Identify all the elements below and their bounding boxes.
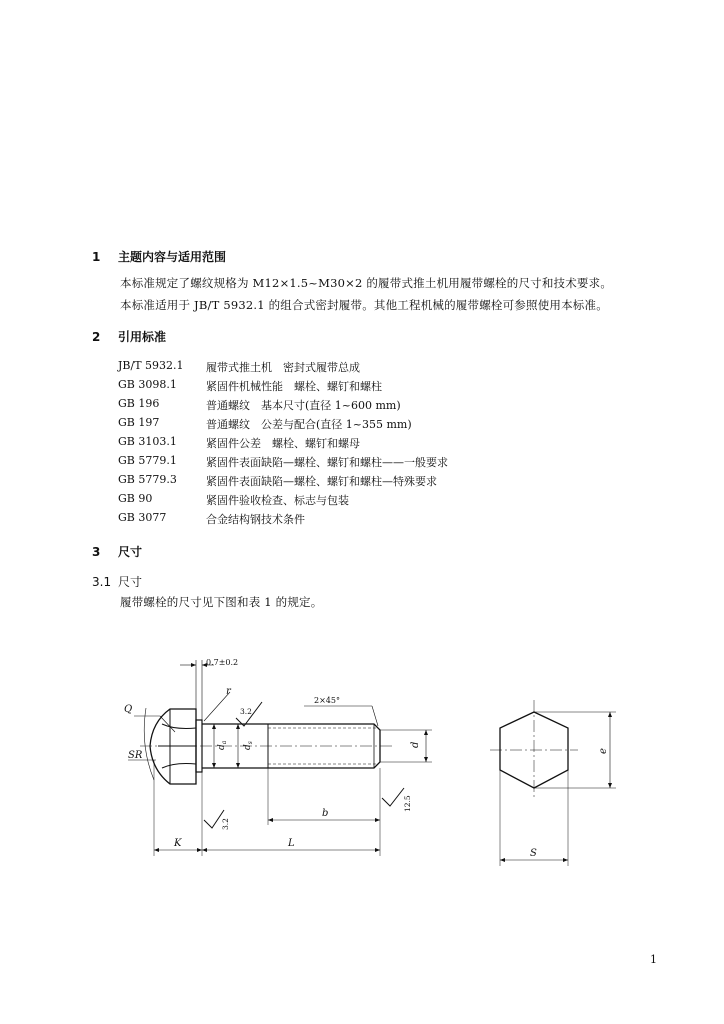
bolt-drawing <box>0 620 724 920</box>
reference-code: GB 197 <box>118 416 160 429</box>
d-label: d <box>410 741 421 748</box>
tolerance-label: 0.7±0.2 <box>206 658 239 667</box>
reference-code: GB 3098.1 <box>118 378 177 391</box>
reference-code: GB 3103.1 <box>118 435 177 448</box>
reference-code: GB 196 <box>118 397 160 410</box>
ds-label: $d_s$ <box>243 741 254 750</box>
k-label: K <box>174 838 182 849</box>
section-1-title: 主题内容与适用范围 <box>118 250 227 264</box>
da-label: $d_a$ <box>217 740 228 750</box>
section-1-heading <box>92 248 226 265</box>
r-label: r <box>226 686 231 697</box>
l-label: L <box>288 838 295 849</box>
section-1-para-1: 本标准规定了螺纹规格为 M12×1.5~M30×2 的履带式推土机用履带螺栓的尺寸和技术要求。 <box>120 276 613 290</box>
section-2-heading <box>92 328 166 345</box>
reference-code: GB 5779.3 <box>118 473 177 486</box>
s-label: S <box>530 848 537 859</box>
reference-title: 合金结构钢技术条件 <box>206 513 305 526</box>
section-1-number: 1 <box>92 250 101 264</box>
subsection-title: 尺寸 <box>118 575 143 589</box>
reference-code: GB 5779.1 <box>118 454 177 467</box>
reference-title: 普通螺纹 基本尺寸(直径 1~600 mm) <box>206 399 401 412</box>
e-label: e <box>598 748 609 754</box>
reference-title: 紧固件验收检查、标志与包装 <box>206 494 349 507</box>
subsection-3-1-heading <box>92 573 142 590</box>
chamfer-label: 2×45° <box>314 696 340 705</box>
reference-title: 普通螺纹 公差与配合(直径 1~355 mm) <box>206 418 412 431</box>
roughness-value: 3.2 <box>240 707 252 716</box>
roughness-value: 3.2 <box>221 818 230 830</box>
section-3-number: 3 <box>92 545 101 559</box>
b-label: b <box>322 808 329 819</box>
section-2-number: 2 <box>92 330 101 344</box>
section-3-para: 履带螺栓的尺寸见下图和表 1 的规定。 <box>120 595 323 609</box>
reference-code: GB 90 <box>118 492 153 505</box>
page-number: 1 <box>650 953 657 966</box>
reference-code: GB 3077 <box>118 511 167 524</box>
reference-code: JB/T 5932.1 <box>118 359 184 372</box>
subsection-number: 3.1 <box>92 575 112 589</box>
section-1-para-2: 本标准适用于 JB/T 5932.1 的组合式密封履带。其他工程机械的履带螺栓可参照使用本标准。 <box>120 298 608 312</box>
reference-title: 紧固件表面缺陷—螺栓、螺钉和螺柱——一般要求 <box>206 456 448 469</box>
reference-title: 紧固件机械性能 螺栓、螺钉和螺柱 <box>206 380 382 393</box>
section-3-title: 尺寸 <box>118 545 143 559</box>
reference-title: 紧固件表面缺陷—螺栓、螺钉和螺柱—特殊要求 <box>206 475 437 488</box>
reference-title: 履带式推土机 密封式履带总成 <box>206 361 360 374</box>
section-2-title: 引用标准 <box>118 330 167 344</box>
sr-label: SR <box>128 750 143 761</box>
section-3-heading <box>92 543 142 560</box>
q-label: Q <box>124 704 133 715</box>
roughness-symbol <box>382 788 404 806</box>
reference-title: 紧固件公差 螺栓、螺钉和螺母 <box>206 437 360 450</box>
roughness-value: 12.5 <box>403 795 412 812</box>
